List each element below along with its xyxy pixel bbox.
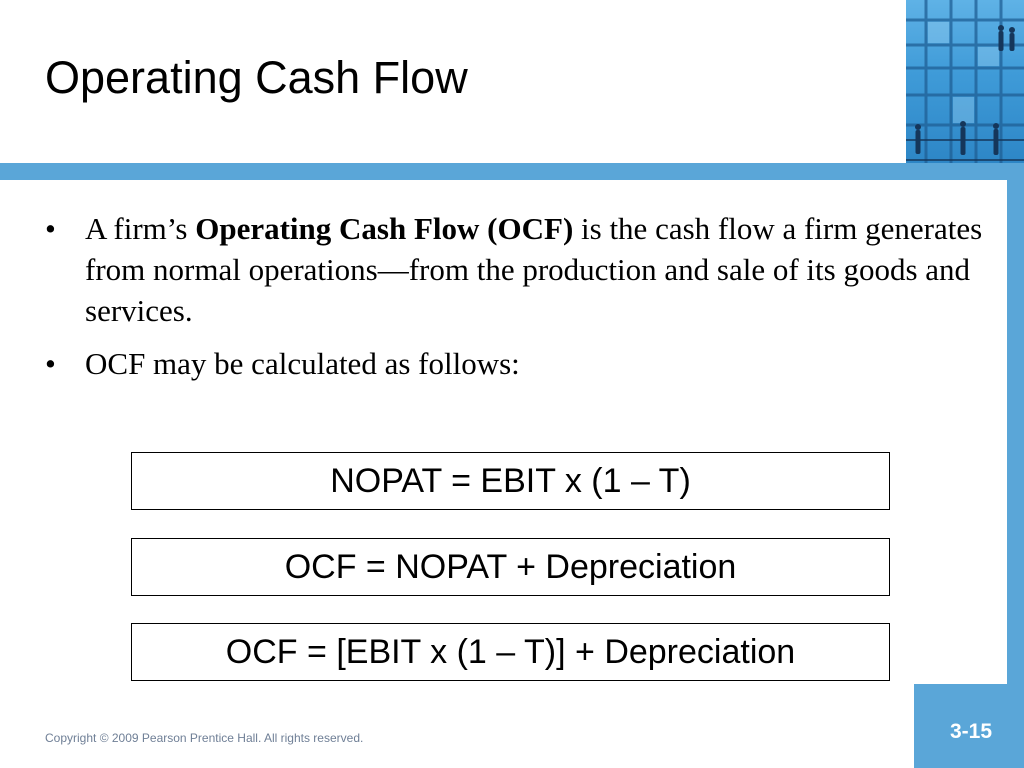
slide-number: 3-15 — [914, 684, 1024, 768]
bullet-marker: • — [45, 346, 56, 381]
bullet-paren-open: ( — [479, 211, 498, 246]
bullet-term-bold: Operating Cash Flow — [195, 211, 480, 246]
formula-box-ocf-expanded: OCF = [EBIT x (1 – T)] + Depreciation — [131, 623, 890, 681]
header-rule — [0, 163, 1024, 180]
bullet-abbrev-bold: OCF — [497, 211, 563, 246]
bullet-marker: • — [45, 211, 56, 246]
right-accent-strip — [1007, 180, 1024, 768]
bullet-item — [45, 208, 995, 331]
bullet-list — [45, 208, 995, 396]
office-people-image — [906, 0, 1024, 163]
formula-box-nopat: NOPAT = EBIT x (1 – T) — [131, 452, 890, 510]
formula-box-ocf: OCF = NOPAT + Depreciation — [131, 538, 890, 596]
bullet-paren-close: ) — [562, 211, 574, 246]
bullet-item — [45, 343, 995, 384]
copyright-notice: Copyright © 2009 Pearson Prentice Hall. All rights reserved. — [45, 731, 364, 745]
bullet-text-lead: A firm’s — [85, 211, 196, 246]
bullet-text: OCF may be calculated as follows: — [85, 346, 520, 381]
bullet-text-rest: is the cash flow a firm generates from normal operations—from the production and sale of its goods and services. — [85, 211, 983, 328]
slide-title: Operating Cash Flow — [45, 52, 468, 103]
header-photo — [906, 0, 1024, 163]
